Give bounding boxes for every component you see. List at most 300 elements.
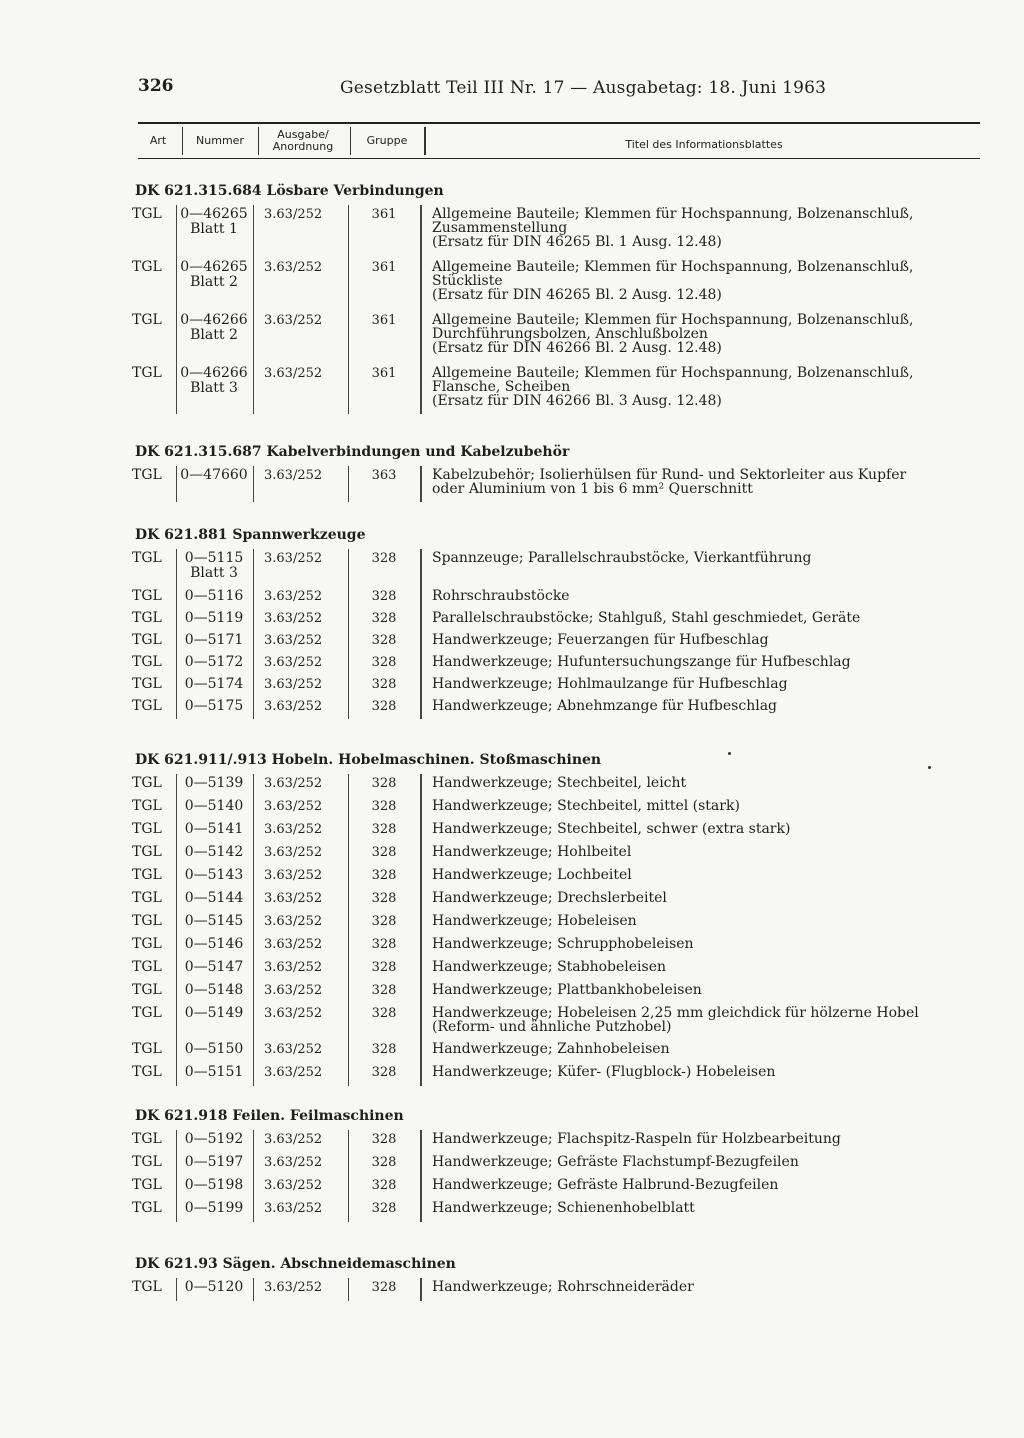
cell-nummer: [178, 655, 250, 670]
cell-art: TGL: [132, 206, 162, 222]
titel-line: Handwerkzeuge; Stabhobeleisen: [432, 959, 667, 975]
cell-art: TGL: [132, 959, 162, 975]
column-rule: [253, 1130, 254, 1222]
titel-line: Handwerkzeuge; Rohrschneideräder: [432, 1279, 694, 1295]
nummer-value: 0—5144: [184, 890, 244, 906]
cell-titel: [432, 937, 992, 951]
cell-ausgabe: 3.63/252: [264, 1042, 323, 1057]
table-row: [0, 958, 1024, 981]
cell-art: TGL: [132, 1064, 162, 1080]
nummer-value: 0—5139: [184, 775, 244, 791]
nummer-value: 0—46266: [180, 312, 248, 328]
titel-line: (Ersatz für DIN 46266 Bl. 3 Ausg. 12.48): [432, 393, 722, 409]
table-row: [0, 1278, 1024, 1301]
table-row: [0, 774, 1024, 797]
table-row: [0, 549, 1024, 587]
nummer-value: 0—5174: [184, 676, 244, 692]
cell-art: TGL: [132, 775, 162, 791]
cell-gruppe: 328: [371, 699, 397, 714]
cell-gruppe: 328: [371, 983, 397, 998]
nummer-value: 0—5141: [184, 821, 244, 837]
titel-line: Allgemeine Bauteile; Klemmen für Hochspannung, Bolzenanschluß,: [432, 312, 914, 328]
column-rule: [176, 466, 177, 502]
cell-ausgabe: 3.63/252: [264, 799, 323, 814]
cell-titel: [432, 868, 992, 882]
cell-titel: [432, 776, 992, 790]
titel-line: (Ersatz für DIN 46265 Bl. 1 Ausg. 12.48): [432, 234, 722, 250]
section-rows: [0, 205, 1024, 414]
blatt-value: Blatt 2: [190, 274, 238, 290]
titel-line: Handwerkzeuge; Schienenhobelblatt: [432, 1200, 695, 1216]
column-rule: [348, 774, 349, 1086]
cell-art: TGL: [132, 550, 162, 566]
column-rule: [253, 466, 254, 502]
header-titel: Titel des Informationsblattes: [625, 138, 783, 151]
nummer-value: 0—5119: [184, 610, 244, 626]
cell-titel: [432, 260, 992, 302]
cell-art: TGL: [132, 1131, 162, 1147]
cell-ausgabe: 3.63/252: [264, 776, 323, 791]
cell-nummer: [178, 1065, 250, 1080]
nummer-value: 0—5140: [184, 798, 244, 814]
cell-nummer: [178, 1155, 250, 1170]
cell-gruppe: 328: [371, 845, 397, 860]
titel-line: Spannzeuge; Parallelschraubstöcke, Vierkantführung: [432, 550, 812, 566]
blatt-value: Blatt 1: [190, 221, 238, 237]
header-nummer: Nummer: [196, 134, 244, 147]
titel-line: Handwerkzeuge; Stechbeitel, mittel (stark): [432, 798, 740, 814]
cell-ausgabe: 3.63/252: [264, 891, 323, 906]
table-row: [0, 1153, 1024, 1176]
cell-gruppe: 328: [371, 655, 397, 670]
cell-art: TGL: [132, 1177, 162, 1193]
section-heading: DK 621.93 Sägen. Abschneidemaschinen: [135, 1256, 456, 1272]
titel-line: Handwerkzeuge; Gefräste Flachstumpf-Bezugfeilen: [432, 1154, 799, 1170]
column-rule: [420, 466, 422, 502]
cell-ausgabe: 3.63/252: [264, 983, 323, 998]
column-rule: [348, 549, 349, 719]
titel-line: Handwerkzeuge; Stechbeitel, leicht: [432, 775, 687, 791]
cell-ausgabe: 3.63/252: [264, 1155, 323, 1170]
cell-titel: [432, 468, 992, 496]
table-row: [0, 311, 1024, 364]
table-row: [0, 820, 1024, 843]
titel-line: Handwerkzeuge; Plattbankhobeleisen: [432, 982, 702, 998]
table-row: [0, 1040, 1024, 1063]
table-row: [0, 1063, 1024, 1086]
cell-gruppe: 328: [371, 1280, 397, 1295]
nummer-value: 0—5148: [184, 982, 244, 998]
titel-line: Handwerkzeuge; Drechslerbeitel: [432, 890, 667, 906]
column-rule: [348, 1278, 349, 1301]
header-ausgabe: Ausgabe/ Anordnung: [272, 128, 334, 153]
nummer-value: 0—46265: [180, 206, 248, 222]
cell-gruppe: 328: [371, 1006, 397, 1021]
titel-line: Handwerkzeuge; Küfer- (Flugblock-) Hobeleisen: [432, 1064, 776, 1080]
cell-nummer: [178, 1006, 250, 1021]
cell-titel: [432, 1178, 992, 1192]
column-rule: [420, 549, 422, 719]
titel-line: Handwerkzeuge; Stechbeitel, schwer (extra stark): [432, 821, 791, 837]
nummer-value: 0—5116: [184, 588, 244, 604]
cell-nummer: [178, 366, 250, 396]
cell-gruppe: 361: [371, 366, 397, 381]
page-number: 326: [138, 76, 174, 96]
nummer-value: 0—5120: [184, 1279, 244, 1295]
cell-ausgabe: 3.63/252: [264, 822, 323, 837]
cell-nummer: [178, 914, 250, 929]
cell-titel: [432, 313, 992, 355]
cell-art: TGL: [132, 821, 162, 837]
nummer-value: 0—5151: [184, 1064, 244, 1080]
titel-line: Kabelzubehör; Isolierhülsen für Rund- und Sektorleiter aus Kupfer: [432, 467, 907, 483]
column-rule: [253, 205, 254, 414]
table-row: [0, 466, 1024, 502]
cell-ausgabe: 3.63/252: [264, 1006, 323, 1021]
cell-ausgabe: 3.63/252: [264, 914, 323, 929]
titel-line: Flansche, Scheiben: [432, 379, 571, 395]
cell-nummer: [178, 1201, 250, 1216]
cell-nummer: [178, 207, 250, 237]
nummer-value: 0—5142: [184, 844, 244, 860]
cell-nummer: [178, 551, 250, 581]
nummer-value: 0—46265: [180, 259, 248, 275]
cell-titel: [432, 1006, 992, 1034]
cell-art: TGL: [132, 844, 162, 860]
nummer-value: 0—46266: [180, 365, 248, 381]
header-gruppe: Gruppe: [366, 134, 408, 147]
cell-ausgabe: 3.63/252: [264, 633, 323, 648]
cell-ausgabe: 3.63/252: [264, 1201, 323, 1216]
cell-nummer: [178, 468, 250, 483]
titel-line: Handwerkzeuge; Hohlbeitel: [432, 844, 632, 860]
section-heading: DK 621.911/.913 Hobeln. Hobelmaschinen. Stoßmaschinen: [135, 752, 602, 768]
titel-line: Stückliste: [432, 273, 503, 289]
column-rule: [253, 774, 254, 1086]
cell-nummer: [178, 776, 250, 791]
section-rows: [0, 549, 1024, 719]
cell-art: TGL: [132, 610, 162, 626]
titel-line: Handwerkzeuge; Feuerzangen für Hufbeschlag: [432, 632, 769, 648]
nummer-value: 0—5198: [184, 1177, 244, 1193]
header-art: Art: [149, 134, 167, 147]
titel-line: Handwerkzeuge; Lochbeitel: [432, 867, 632, 883]
section-rows: [0, 1278, 1024, 1301]
table-row: [0, 653, 1024, 675]
cell-ausgabe: 3.63/252: [264, 468, 323, 483]
running-title: Gesetzblatt Teil III Nr. 17 — Ausgabetag: 18. Juni 1963: [340, 78, 827, 98]
cell-art: TGL: [132, 698, 162, 714]
titel-line: Allgemeine Bauteile; Klemmen für Hochspannung, Bolzenanschluß,: [432, 206, 914, 222]
cell-nummer: [178, 313, 250, 343]
cell-titel: [432, 366, 992, 408]
cell-gruppe: 328: [371, 1178, 397, 1193]
cell-ausgabe: 3.63/252: [264, 589, 323, 604]
titel-line: Zusammenstellung: [432, 220, 568, 236]
cell-titel: [432, 822, 992, 836]
cell-art: TGL: [132, 654, 162, 670]
cell-nummer: [178, 1178, 250, 1193]
section-rows: [0, 466, 1024, 502]
cell-art: TGL: [132, 913, 162, 929]
cell-ausgabe: 3.63/252: [264, 366, 323, 381]
column-rule: [176, 549, 177, 719]
cell-gruppe: 328: [371, 776, 397, 791]
cell-ausgabe: 3.63/252: [264, 551, 323, 566]
cell-art: TGL: [132, 1279, 162, 1295]
cell-ausgabe: 3.63/252: [264, 313, 323, 328]
cell-art: TGL: [132, 365, 162, 381]
cell-gruppe: 328: [371, 611, 397, 626]
cell-art: TGL: [132, 632, 162, 648]
cell-gruppe: 328: [371, 551, 397, 566]
titel-line: Durchführungsbolzen, Anschlußbolzen: [432, 326, 708, 342]
print-speck: [928, 766, 931, 769]
cell-titel: [432, 655, 992, 669]
table-row: [0, 609, 1024, 631]
table-row: [0, 866, 1024, 889]
titel-line: Handwerkzeuge; Abnehmzange für Hufbeschlag: [432, 698, 777, 714]
cell-titel: [432, 799, 992, 813]
cell-titel: [432, 914, 992, 928]
cell-titel: [432, 983, 992, 997]
nummer-value: 0—5149: [184, 1005, 244, 1021]
table-row: [0, 205, 1024, 258]
table-row: [0, 981, 1024, 1004]
cell-gruppe: 328: [371, 677, 397, 692]
cell-titel: [432, 891, 992, 905]
cell-ausgabe: 3.63/252: [264, 699, 323, 714]
cell-nummer: [178, 868, 250, 883]
titel-line: (Reform- und ähnliche Putzhobel): [432, 1019, 672, 1035]
cell-titel: [432, 1065, 992, 1079]
cell-nummer: [178, 677, 250, 692]
section-rows: [0, 774, 1024, 1086]
cell-titel: [432, 960, 992, 974]
section-rows: [0, 1130, 1024, 1222]
nummer-value: 0—5146: [184, 936, 244, 952]
cell-titel: [432, 1280, 992, 1294]
nummer-value: 0—47660: [180, 467, 248, 483]
cell-titel: [432, 589, 992, 603]
table-row: [0, 912, 1024, 935]
column-rule: [176, 205, 177, 414]
blatt-value: Blatt 2: [190, 327, 238, 343]
titel-line: Handwerkzeuge; Flachspitz-Raspeln für Holzbearbeitung: [432, 1131, 841, 1147]
table-row: [0, 843, 1024, 866]
cell-ausgabe: 3.63/252: [264, 937, 323, 952]
titel-line: Handwerkzeuge; Hohlmaulzange für Hufbeschlag: [432, 676, 788, 692]
cell-art: TGL: [132, 936, 162, 952]
column-rule: [176, 774, 177, 1086]
cell-nummer: [178, 633, 250, 648]
table-row: [0, 797, 1024, 820]
cell-gruppe: 328: [371, 868, 397, 883]
table-row: [0, 1199, 1024, 1222]
cell-nummer: [178, 799, 250, 814]
column-rule: [348, 466, 349, 502]
cell-gruppe: 328: [371, 937, 397, 952]
column-rule: [420, 1130, 422, 1222]
titel-line: Handwerkzeuge; Hobeleisen: [432, 913, 637, 929]
column-rule: [420, 1278, 422, 1301]
cell-nummer: [178, 845, 250, 860]
cell-titel: [432, 677, 992, 691]
cell-art: TGL: [132, 1200, 162, 1216]
titel-line: (Ersatz für DIN 46265 Bl. 2 Ausg. 12.48): [432, 287, 722, 303]
column-rule: [348, 205, 349, 414]
cell-gruppe: 363: [371, 468, 397, 483]
titel-line: Handwerkzeuge; Schrupphobeleisen: [432, 936, 694, 952]
cell-gruppe: 328: [371, 1201, 397, 1216]
cell-nummer: [178, 891, 250, 906]
cell-ausgabe: 3.63/252: [264, 260, 323, 275]
table-row: [0, 631, 1024, 653]
cell-ausgabe: 3.63/252: [264, 1280, 323, 1295]
nummer-value: 0—5175: [184, 698, 244, 714]
cell-titel: [432, 207, 992, 249]
cell-art: TGL: [132, 867, 162, 883]
cell-gruppe: 328: [371, 822, 397, 837]
cell-gruppe: 328: [371, 914, 397, 929]
column-rule: [420, 205, 422, 414]
titel-line: (Ersatz für DIN 46266 Bl. 2 Ausg. 12.48): [432, 340, 722, 356]
cell-gruppe: 328: [371, 589, 397, 604]
titel-line: oder Aluminium von 1 bis 6 mm² Querschnitt: [432, 481, 753, 497]
cell-ausgabe: 3.63/252: [264, 868, 323, 883]
table-row: [0, 675, 1024, 697]
nummer-value: 0—5147: [184, 959, 244, 975]
column-rule: [253, 549, 254, 719]
cell-titel: [432, 699, 992, 713]
cell-gruppe: 328: [371, 1132, 397, 1147]
cell-art: TGL: [132, 1005, 162, 1021]
cell-gruppe: 361: [371, 260, 397, 275]
titel-line: Handwerkzeuge; Gefräste Halbrund-Bezugfeilen: [432, 1177, 779, 1193]
table-row: [0, 1130, 1024, 1153]
cell-nummer: [178, 983, 250, 998]
nummer-value: 0—5143: [184, 867, 244, 883]
cell-nummer: [178, 937, 250, 952]
nummer-value: 0—5150: [184, 1041, 244, 1057]
cell-ausgabe: 3.63/252: [264, 677, 323, 692]
cell-ausgabe: 3.63/252: [264, 845, 323, 860]
cell-titel: [432, 1201, 992, 1215]
nummer-value: 0—5145: [184, 913, 244, 929]
cell-gruppe: 328: [371, 1042, 397, 1057]
cell-gruppe: 328: [371, 633, 397, 648]
cell-ausgabe: 3.63/252: [264, 960, 323, 975]
cell-titel: [432, 633, 992, 647]
cell-titel: [432, 551, 992, 565]
titel-line: Handwerkzeuge; Zahnhobeleisen: [432, 1041, 670, 1057]
nummer-value: 0—5115: [184, 550, 244, 566]
column-rule: [420, 774, 422, 1086]
section-heading: DK 621.918 Feilen. Feilmaschinen: [135, 1108, 404, 1124]
titel-line: Rohrschraubstöcke: [432, 588, 570, 604]
titel-line: Handwerkzeuge; Hufuntersuchungszange für Hufbeschlag: [432, 654, 851, 670]
table-row: [0, 697, 1024, 719]
section-heading: DK 621.315.684 Lösbare Verbindungen: [135, 183, 444, 199]
column-rule: [176, 1278, 177, 1301]
table-row: [0, 889, 1024, 912]
cell-ausgabe: 3.63/252: [264, 655, 323, 670]
cell-nummer: [178, 960, 250, 975]
cell-nummer: [178, 1280, 250, 1295]
cell-ausgabe: 3.63/252: [264, 207, 323, 222]
cell-art: TGL: [132, 312, 162, 328]
column-rule: [176, 1130, 177, 1222]
cell-gruppe: 328: [371, 1065, 397, 1080]
titel-line: Allgemeine Bauteile; Klemmen für Hochspannung, Bolzenanschluß,: [432, 259, 914, 275]
cell-nummer: [178, 589, 250, 604]
cell-titel: [432, 611, 992, 625]
cell-art: TGL: [132, 798, 162, 814]
nummer-value: 0—5192: [184, 1131, 244, 1147]
titel-line: Handwerkzeuge; Hobeleisen 2,25 mm gleichdick für hölzerne Hobel: [432, 1005, 919, 1021]
cell-art: TGL: [132, 676, 162, 692]
cell-titel: [432, 1042, 992, 1056]
table-row: [0, 935, 1024, 958]
blatt-value: Blatt 3: [190, 380, 238, 396]
table-row: [0, 587, 1024, 609]
table-row: [0, 1004, 1024, 1040]
nummer-value: 0—5197: [184, 1154, 244, 1170]
cell-art: TGL: [132, 588, 162, 604]
titel-line: Parallelschraubstöcke; Stahlguß, Stahl geschmiedet, Geräte: [432, 610, 861, 626]
titel-line: Allgemeine Bauteile; Klemmen für Hochspannung, Bolzenanschluß,: [432, 365, 914, 381]
cell-art: TGL: [132, 1154, 162, 1170]
cell-titel: [432, 1155, 992, 1169]
column-rule: [348, 1130, 349, 1222]
cell-gruppe: 328: [371, 891, 397, 906]
table-row: [0, 258, 1024, 311]
cell-nummer: [178, 611, 250, 626]
print-speck: [728, 752, 731, 755]
cell-gruppe: 361: [371, 313, 397, 328]
table-row: [0, 364, 1024, 414]
cell-titel: [432, 845, 992, 859]
cell-nummer: [178, 822, 250, 837]
cell-gruppe: 328: [371, 960, 397, 975]
cell-gruppe: 328: [371, 1155, 397, 1170]
cell-ausgabe: 3.63/252: [264, 1132, 323, 1147]
table-row: [0, 1176, 1024, 1199]
cell-ausgabe: 3.63/252: [264, 1065, 323, 1080]
cell-art: TGL: [132, 1041, 162, 1057]
section-heading: DK 621.315.687 Kabelverbindungen und Kabelzubehör: [135, 444, 570, 460]
cell-art: TGL: [132, 890, 162, 906]
nummer-value: 0—5199: [184, 1200, 244, 1216]
cell-nummer: [178, 1132, 250, 1147]
cell-art: TGL: [132, 259, 162, 275]
nummer-value: 0—5171: [184, 632, 244, 648]
cell-gruppe: 361: [371, 207, 397, 222]
cell-art: TGL: [132, 982, 162, 998]
column-rule: [253, 1278, 254, 1301]
cell-nummer: [178, 699, 250, 714]
cell-art: TGL: [132, 467, 162, 483]
cell-ausgabe: 3.63/252: [264, 1178, 323, 1193]
nummer-value: 0—5172: [184, 654, 244, 670]
blatt-value: Blatt 3: [190, 565, 238, 581]
cell-nummer: [178, 1042, 250, 1057]
cell-ausgabe: 3.63/252: [264, 611, 323, 626]
cell-nummer: [178, 260, 250, 290]
section-heading: DK 621.881 Spannwerkzeuge: [135, 527, 366, 543]
cell-gruppe: 328: [371, 799, 397, 814]
cell-titel: [432, 1132, 992, 1146]
